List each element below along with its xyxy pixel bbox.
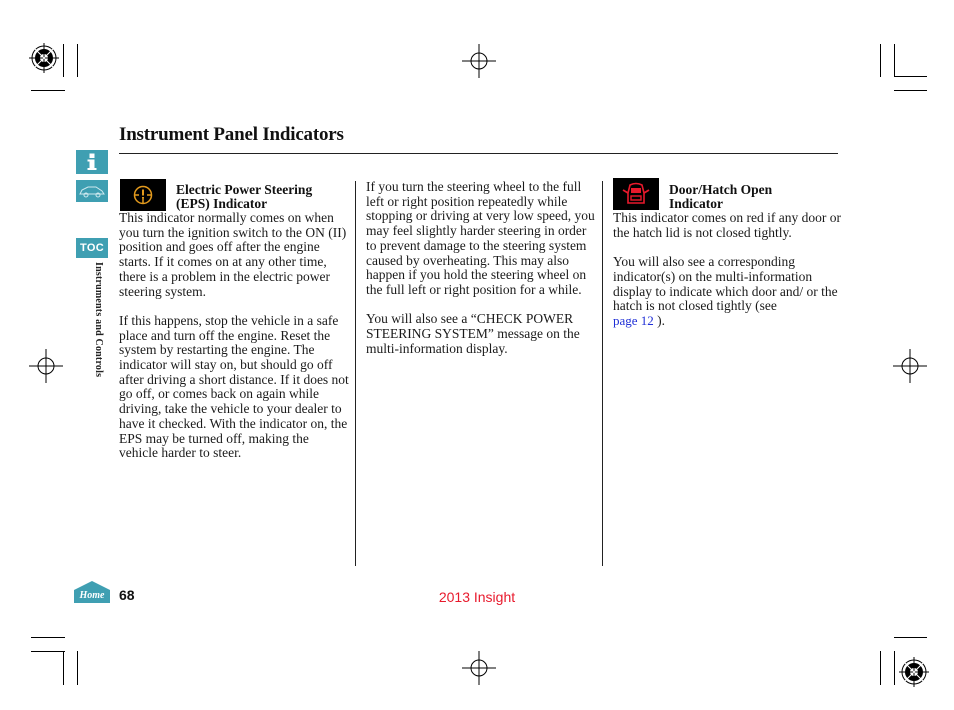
eps-heading: Electric Power Steering (EPS) Indicator [176, 182, 313, 211]
crop-mark [894, 637, 927, 638]
crop-mark [894, 76, 927, 77]
door-description [613, 211, 841, 329]
page-link[interactable]: page 12 [613, 312, 654, 328]
paragraph: You will also see a corresponding indicator(s) on the multi-information display to indicate which door and/ or the hatch is not closed tightly (see page 12 ). [613, 254, 838, 328]
crop-mark [880, 44, 881, 77]
eps-continued-text [366, 180, 598, 356]
title-divider [119, 153, 838, 154]
door-open-icon [620, 181, 652, 207]
page-title: Instrument Panel Indicators [119, 124, 344, 145]
steering-warning-icon [128, 183, 158, 207]
registration-target-icon [27, 41, 61, 75]
eps-description [119, 211, 351, 461]
paragraph: If you turn the steering wheel to the full left or right position repeatedly while stopping or driving at very low speed, you may feel slightly harder steering in order to prevent damage to the steering system caused by overheating. This may also happen if you hold the steering wheel on the full left or right position for a while. [366, 179, 595, 297]
paragraph: This indicator normally comes on when you turn the ignition switch to the ON (II) position and goes off after the engine starts. If it comes on at any other time, there is a problem in the electric power steering system. [119, 210, 347, 299]
crop-mark [77, 651, 78, 685]
crosshair-mark-icon [462, 44, 496, 78]
registration-target-icon [897, 655, 931, 689]
page-number: 68 [119, 587, 135, 603]
paragraph: If this happens, stop the vehicle in a safe place and turn off the engine. Reset the system by restarting the engine. The indicator will stay on, but should go off after driving a short distance. If it does not go off, or comes back on again while driving, take the vehicle to your dealer to have it checked. With the indicator on, the EPS may be turned off, making the vehicle harder to steer. [119, 312, 349, 461]
footer-title: 2013 Insight [438, 589, 516, 605]
crop-mark [894, 651, 895, 685]
crosshair-mark-icon [462, 651, 496, 685]
info-icon [86, 153, 98, 171]
crosshair-mark-icon [893, 349, 927, 383]
info-nav-button[interactable] [76, 150, 108, 174]
column-divider [602, 181, 603, 566]
toc-button[interactable]: TOC [76, 238, 108, 258]
crop-mark [31, 637, 65, 638]
crop-mark [894, 44, 895, 77]
crop-mark [894, 90, 927, 91]
eps-indicator-box [120, 179, 166, 211]
vehicle-nav-button[interactable] [76, 180, 108, 202]
svg-text:Home: Home [79, 590, 105, 601]
door-indicator-box [613, 178, 659, 210]
car-icon [78, 184, 106, 198]
crop-mark [31, 90, 65, 91]
door-heading: Door/Hatch Open Indicator [669, 182, 773, 211]
crop-mark [31, 651, 65, 652]
crop-mark [63, 44, 64, 77]
crop-mark [880, 651, 881, 685]
crop-mark [63, 651, 64, 685]
section-side-label: Instruments and Controls [93, 262, 104, 378]
paragraph: You will also see a “CHECK POWER STEERING SYSTEM” message on the multi-information display. [366, 311, 580, 356]
column-divider [355, 181, 356, 566]
paragraph: This indicator comes on red if any door or the hatch lid is not closed tightly. [613, 210, 841, 240]
crop-mark [77, 44, 78, 77]
crosshair-mark-icon [29, 349, 63, 383]
